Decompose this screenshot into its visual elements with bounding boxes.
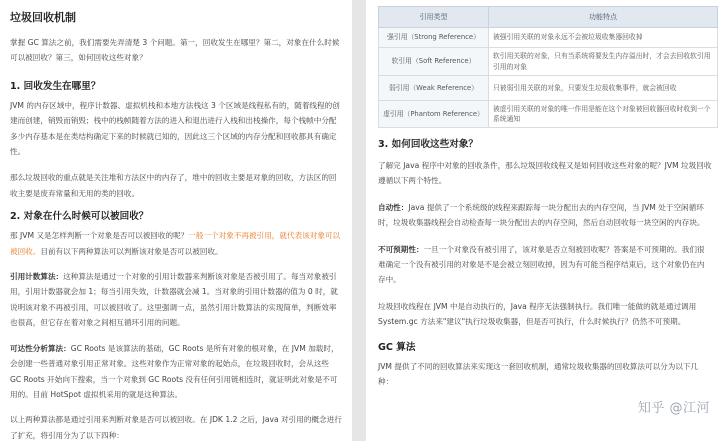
reference-types-table [378, 6, 718, 128]
automatic-label: 自动性： [378, 202, 409, 212]
table-row [379, 76, 718, 101]
table-cell-feature: 只被弱引用关联的对象，只要发生垃圾收集事件，就会被回收 [489, 76, 718, 101]
paragraph-memory-areas: JVM 的内存区域中，程序计数器、虚拟机栈和本地方法栈这 3 个区域是线程私有的，随着线程的创建而创建，销毁而销毁；栈中的栈帧随着方法的进入和退出进行入栈和出栈操作，每个栈帧中分配多少内存基本是在类结构确定下来的时候就已知的，因此这三个区域的内存分配和回收都具有确定性。 [10, 100, 340, 157]
reachability-label: 可达性分析算法： [10, 343, 71, 353]
table-row [379, 101, 718, 128]
reachability-text: GC Roots 是该算法的基础，GC Roots 是所有对象的根对象，在 JVM 加载时，会创建一些普通对象引用正常对象。这些对象作为正常对象的起始点，在垃圾回收时，会从这些 GC Roots 开始向下搜索，当一个对象到 GC Roots 没有任何引用链相连时，就证明此对象是不可用的。目前 HotSpot 虚拟机采用的就是这种算法。 [10, 343, 339, 399]
reference-counting-label: 引用计数算法： [10, 272, 64, 282]
table-cell-type: 弱引用（Weak Reference） [379, 76, 489, 101]
unpredictable-text: 一旦一个对象没有被引用了，该对象是否立刻被回收呢？答案是不可预期的。我们很难确定一个没有被引用的对象是不是会被立刻回收掉，因为有可能当程序结束后，这个对象仍在内存中。 [378, 244, 705, 285]
section-heading-3: 3. 如何回收这些对象？ [378, 139, 479, 150]
left-article-panel [0, 0, 352, 441]
table-cell-feature: 软引用关联的对象，只有当系统将要发生内存溢出时，才会去回收软引用引用的对象 [489, 48, 718, 76]
table-header-row [379, 7, 718, 28]
judge-text-start: 那 JVM 又是怎样判断一个对象是否可以被回收的呢？ [10, 231, 189, 241]
judge-text-end: 目前有以下两种算法可以判断该对象是否可以被回收。 [40, 246, 223, 256]
paragraph-system-gc: 垃圾回收线程在 JVM 中是自动执行的，Java 程序无法强制执行。我们唯一能做的就是通过调用 System.gc 方法来"建议"执行垃圾收集器，但是否可执行，什么时候执行？仍然不可预期。 [378, 301, 697, 327]
section-heading-2: 2. 对象在什么时候可以被回收？ [10, 211, 149, 223]
paragraph-reachability [10, 341, 342, 403]
reference-counting-text: 这种算法是通过一个对象的引用计数器来判断该对象是否被引用了。每当对象被引用，引用计数器就会加 1；每当引用失效，计数器就会减 1。当对象的引用计数器的值为 0 时，就说明该对象不再被引用，可以被回收了。这里强调一点，虽然引用计数算法的实现简单，判断效率也很高，但它存在着对象之间相互循环引用的问题。 [10, 272, 338, 328]
section-heading-gc-algorithms: GC 算法 [378, 341, 416, 353]
table-cell-type: 虚引用（Phantom Reference） [379, 101, 489, 128]
right-article-panel [366, 0, 720, 441]
table-header-type: 引用类型 [379, 7, 489, 28]
paragraph-gc-algorithms: JVM 提供了不同的回收算法来实现这一套回收机制，通常垃圾收集器的回收算法可以分为以下几种： [378, 361, 699, 387]
table-header-feature: 功能特点 [489, 7, 718, 28]
table-cell-feature: 被强引用关联的对象永远不会被垃圾收集器回收掉 [489, 28, 718, 48]
paragraph-automatic [378, 200, 712, 231]
automatic-text: Java 提供了一个系统级的线程来跟踪每一块分配出去的内存空间，当 JVM 处于空闲循环时，垃圾收集器线程会自动检查每一块分配出去的内存空间，然后自动回收每一块空闲的内存块。 [378, 202, 705, 228]
unpredictable-label: 不可预期性： [378, 244, 424, 254]
table-row [379, 48, 718, 76]
table-cell-type: 强引用（Strong Reference） [379, 28, 489, 48]
paragraph-heap-focus: 那么垃圾回收的重点就是关注堆和方法区中的内存了，堆中的回收主要是对象的回收，方法区的回收主要是废弃常量和无用的类的回收。 [10, 173, 337, 198]
table-cell-feature: 被虚引用关联的对象的唯一作用是能在这个对象被回收器回收时收到一个系统通知 [489, 101, 718, 128]
highlight-text: 一般一个对象不再被引用，就代表该对象可以被回收。 [10, 231, 341, 256]
table-cell-type: 软引用（Soft Reference） [379, 48, 489, 76]
paragraph-collection-traits: 了解完 Java 程序中对象的回收条件，那么垃圾回收线程又是如何回收这些对象的呢？JVM 垃圾回收遵循以下两个特性。 [378, 161, 712, 186]
article-title: 垃圾回收机制 [10, 11, 76, 24]
paragraph-reference-counting [10, 269, 342, 331]
table-row [379, 28, 718, 48]
intro-paragraph: 掌握 GC 算法之前，我们需要先弄清楚 3 个问题。第一，回收发生在哪里？第二，对象在什么时候可以被回收？第三，如何回收这些对象？ [10, 38, 340, 63]
paragraph-unpredictable [378, 242, 712, 288]
zhihu-watermark: 知乎 @江河 [637, 401, 710, 416]
paragraph-judge-recyclable [10, 228, 342, 259]
paragraph-reference-types-intro: 以上两种算法都是通过引用来判断对象是否可以被回收。在 JDK 1.2 之后，Java 对引用的概念进行了扩充，将引用分为了以下四种： [10, 415, 342, 440]
section-heading-1: 1. 回收发生在哪里？ [10, 80, 101, 92]
